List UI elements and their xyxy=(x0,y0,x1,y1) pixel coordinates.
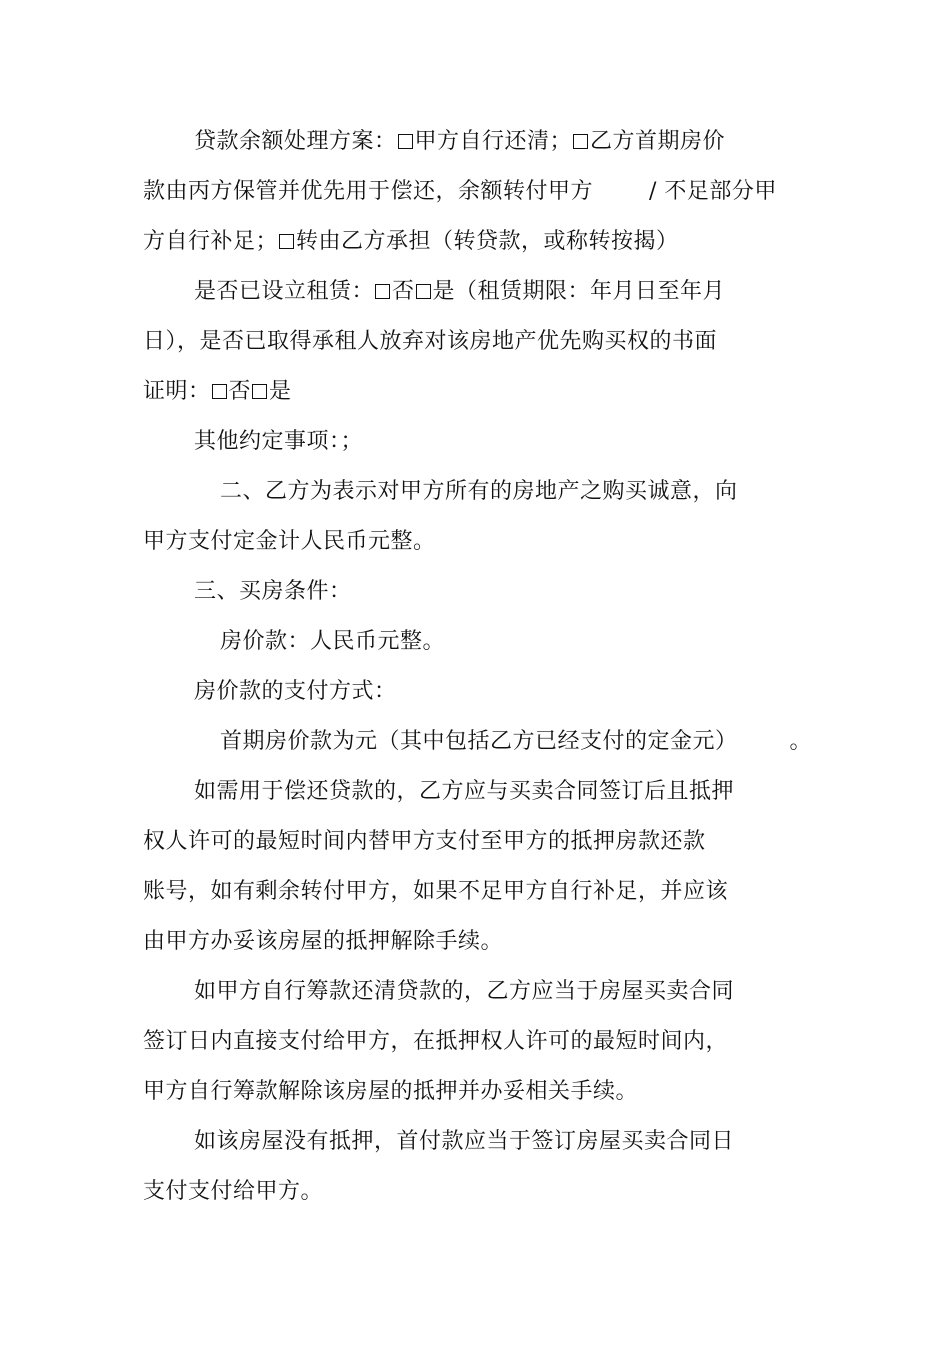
text-line: 日），是否已取得承租人放弃对该房地产优先购买权的书面 xyxy=(143,329,718,354)
checkbox-icon xyxy=(573,134,588,149)
text-line: 房价款的支付方式： xyxy=(194,679,397,704)
text-line: 签订日内直接支付给甲方，在抵押权人许可的最短时间内， xyxy=(143,1029,729,1054)
text-line: 首期房价款为元（其中包括乙方已经支付的定金元） 。 xyxy=(220,729,813,754)
text-line: 款由丙方保管并优先用于偿还，余额转付甲方 / 不足部分甲 xyxy=(143,179,777,204)
checkbox-icon xyxy=(252,384,267,399)
text-line: 由甲方办妥该房屋的抵押解除手续。 xyxy=(143,929,504,954)
text-line: 方自行补足； 转由乙方承担（转贷款，或称转按揭） xyxy=(143,229,679,254)
text-line: 甲方支付定金计人民币元整。 xyxy=(143,529,436,554)
text-line: 其他约定事项：； xyxy=(194,429,364,454)
text-line: 房价款：人民币元整。 xyxy=(220,629,446,654)
text-line: 如甲方自行筹款还清贷款的，乙方应当于房屋买卖合同 xyxy=(194,979,735,1004)
text-line: 甲方自行筹款解除该房屋的抵押并办妥相关手续。 xyxy=(143,1079,639,1104)
text-line: 权人许可的最短时间内替甲方支付至甲方的抵押房款还款 xyxy=(143,829,706,854)
checkbox-icon xyxy=(398,134,413,149)
text-line: 账号，如有剩余转付甲方，如果不足甲方自行补足，并应该 xyxy=(143,879,729,904)
loan-balance-line: 贷款余额处理方案： 甲方自行还清； 乙方首期房价 xyxy=(194,129,726,154)
lease-line: 是否已设立租赁： 否 是（租赁期限：年月日至年月 xyxy=(194,279,726,304)
section-heading: 三、买房条件： xyxy=(194,579,352,604)
text-line: 支付支付给甲方。 xyxy=(143,1179,324,1204)
checkbox-icon xyxy=(375,284,390,299)
checkbox-icon xyxy=(212,384,227,399)
text-line: 如需用于偿还贷款的，乙方应与买卖合同签订后且抵押 xyxy=(194,779,735,804)
text-line: 如该房屋没有抵押，首付款应当于签订房屋买卖合同日 xyxy=(194,1129,735,1154)
checkbox-icon xyxy=(279,234,294,249)
checkbox-icon xyxy=(416,284,431,299)
section-heading: 二、乙方为表示对甲方所有的房地产之购买诚意，向 xyxy=(220,479,738,504)
text-line: 证明： 否 是 xyxy=(143,379,292,404)
